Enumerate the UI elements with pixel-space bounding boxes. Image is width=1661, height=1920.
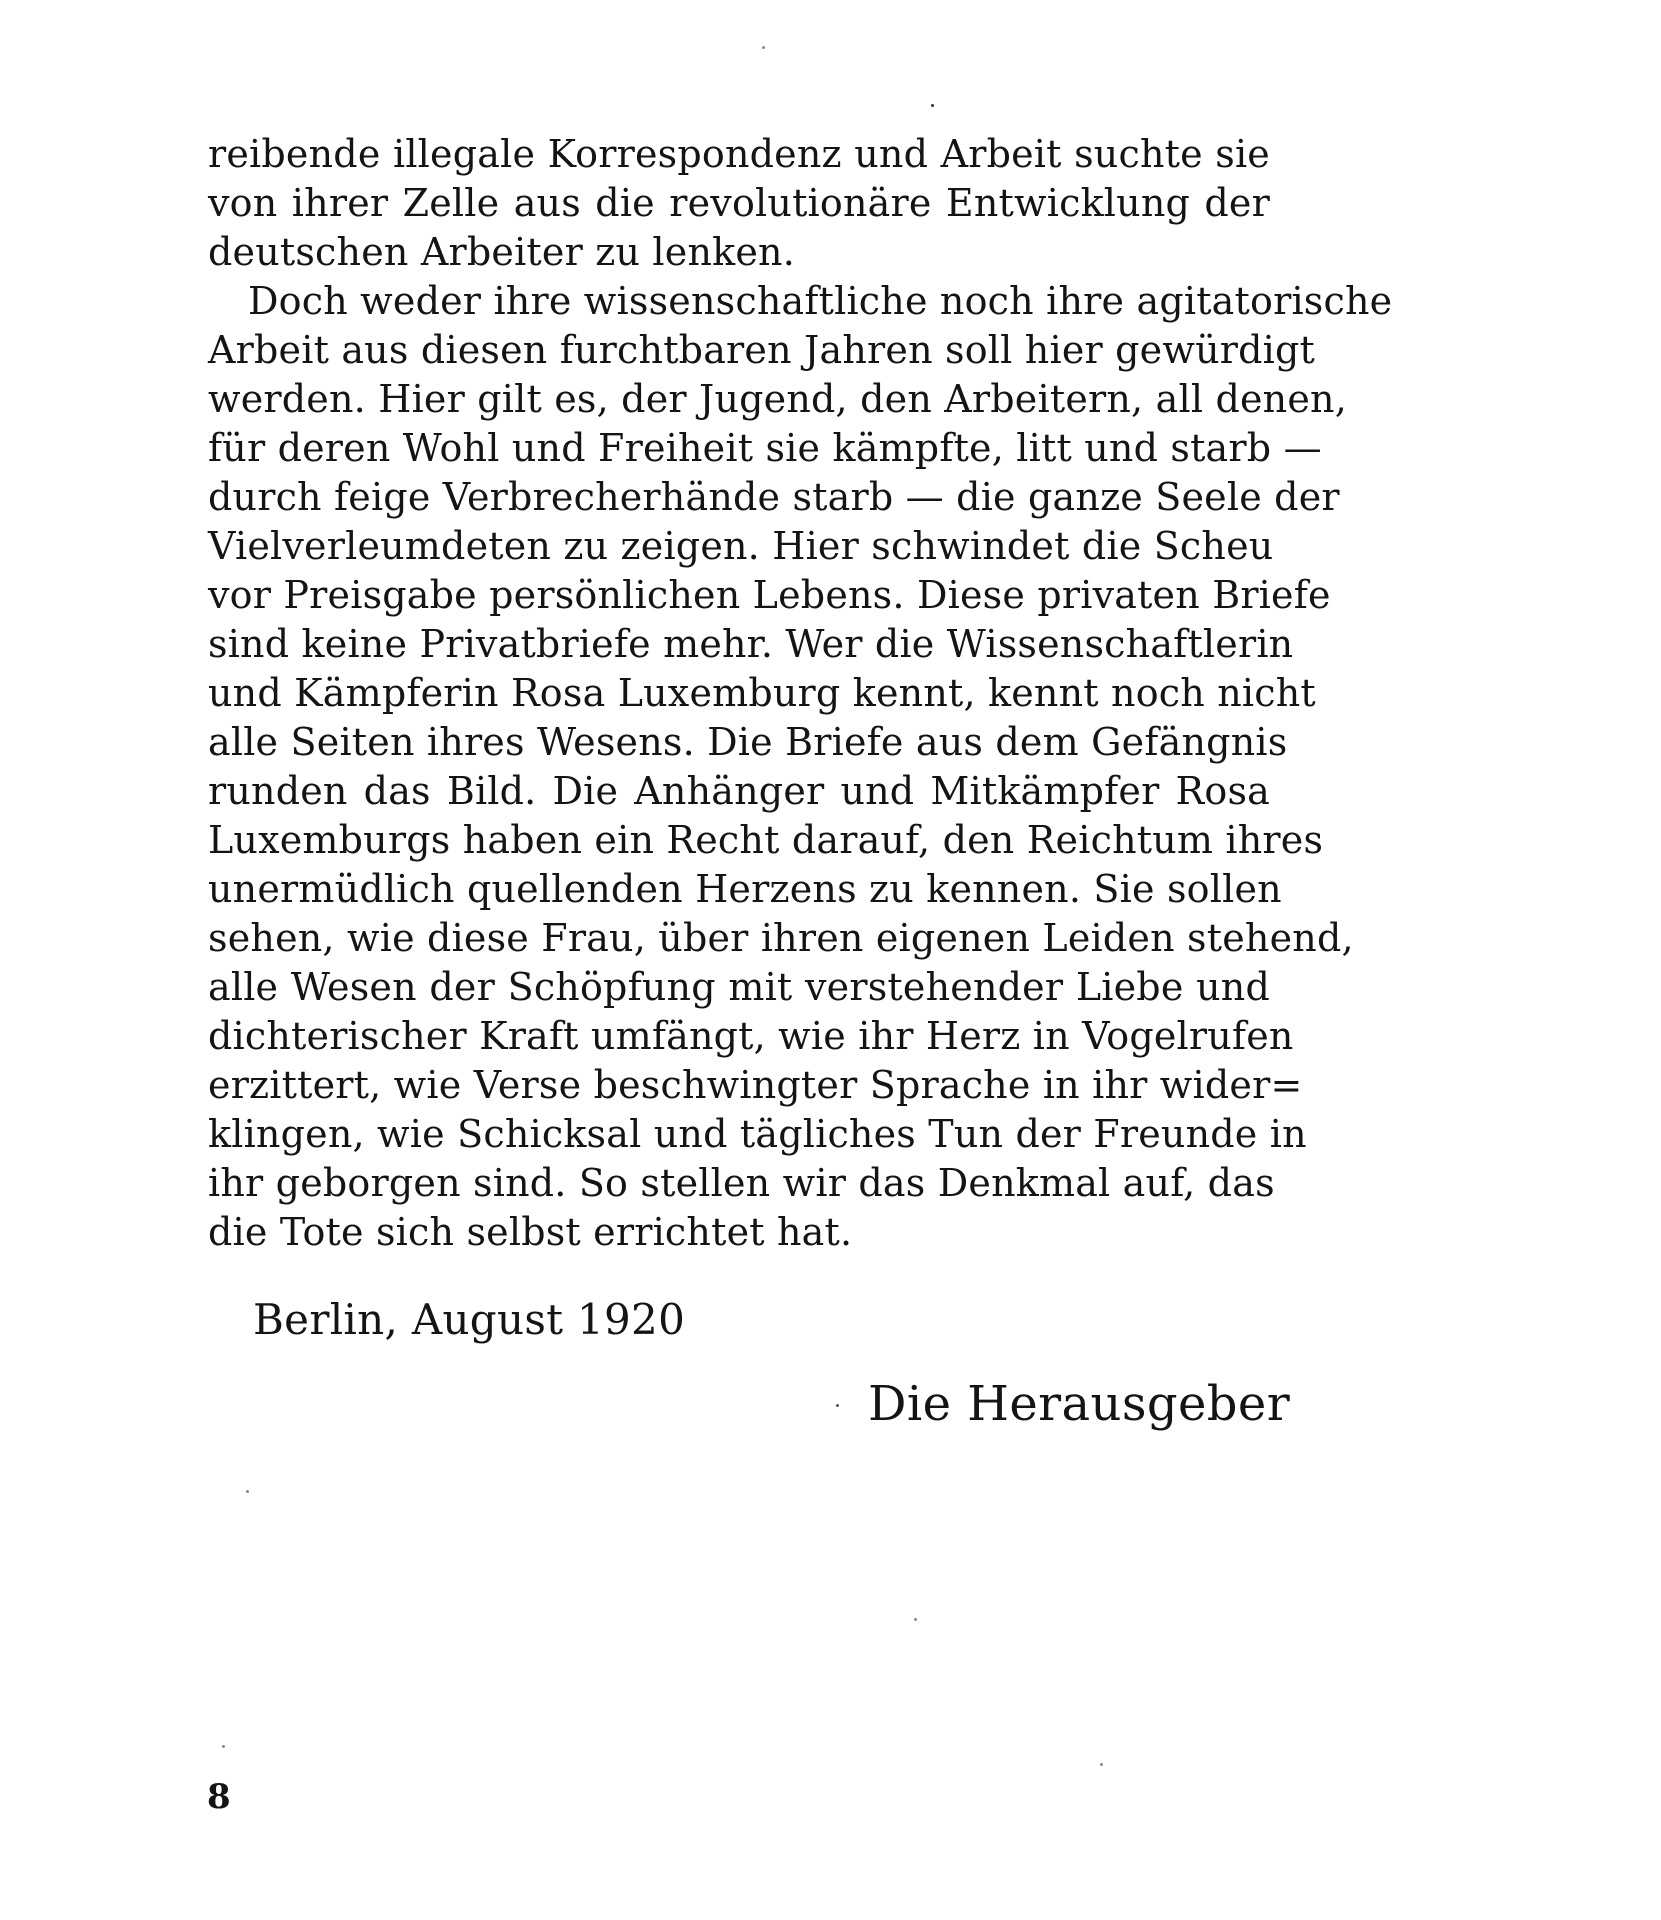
scan-speck [836, 1404, 839, 1407]
text-line: die Tote sich selbst errichtet hat. [208, 1210, 853, 1254]
text-line: runden das Bild. Die Anhänger und Mitkämpfer Rosa [208, 769, 1270, 813]
scan-speck [914, 1618, 917, 1621]
text-line: werden. Hier gilt es, der Jugend, den Arbeitern, all denen, [208, 377, 1347, 421]
text-line: alle Wesen der Schöpfung mit verstehender Liebe und [208, 965, 1270, 1009]
text-line: erzittert, wie Verse beschwingter Sprache in ihr wider= [208, 1063, 1303, 1107]
scan-speck [222, 1745, 225, 1748]
text-line: sind keine Privatbriefe mehr. Wer die Wissenschaftlerin [208, 622, 1294, 666]
text-line: unermüdlich quellenden Herzens zu kennen. Sie sollen [208, 867, 1282, 911]
scan-speck [931, 104, 934, 107]
text-line: und Kämpferin Rosa Luxemburg kennt, kennt noch nicht [208, 671, 1316, 715]
text-line: ihr geborgen sind. So stellen wir das Denkmal auf, das [208, 1161, 1275, 1205]
text-line: für deren Wohl und Freiheit sie kämpfte, litt und starb — [208, 426, 1322, 470]
text-line: Luxemburgs haben ein Recht darauf, den Reichtum ihres [208, 818, 1324, 862]
text-line: Vielverleumdeten zu zeigen. Hier schwindet die Scheu [208, 524, 1274, 568]
text-line: vor Preisgabe persönlichen Lebens. Diese privaten Briefe [208, 573, 1331, 617]
text-line: klingen, wie Schicksal und tägliches Tun der Freunde in [208, 1112, 1307, 1156]
place-date: Berlin, August 1920 [253, 1295, 686, 1344]
text-line: Arbeit aus diesen furchtbaren Jahren soll hier gewürdigt [208, 328, 1316, 372]
scan-speck [762, 46, 765, 49]
text-line: sehen, wie diese Frau, über ihren eigenen Leiden stehend, [208, 916, 1354, 960]
text-line: von ihrer Zelle aus die revolutionäre Entwicklung der [208, 181, 1270, 225]
text-line: durch feige Verbrecherhände starb — die ganze Seele der [208, 475, 1340, 519]
page-number: 8 [207, 1777, 231, 1817]
signature: Die Herausgeber [868, 1376, 1291, 1432]
paragraph-2 [208, 277, 1393, 1257]
text-line: reibende illegale Korrespondenz und Arbeit suchte sie [208, 132, 1270, 176]
text-line: Doch weder ihre wissenschaftliche noch ihre agitatorische [248, 279, 1393, 323]
body-text [208, 130, 1393, 1257]
paragraph-1 [208, 130, 1270, 277]
scan-speck [1100, 1763, 1103, 1766]
text-line: deutschen Arbeiter zu lenken. [208, 230, 795, 274]
scan-speck [246, 1490, 249, 1493]
text-line: alle Seiten ihres Wesens. Die Briefe aus dem Gefängnis [208, 720, 1288, 764]
text-line: dichterischer Kraft umfängt, wie ihr Herz in Vogelrufen [208, 1014, 1294, 1058]
